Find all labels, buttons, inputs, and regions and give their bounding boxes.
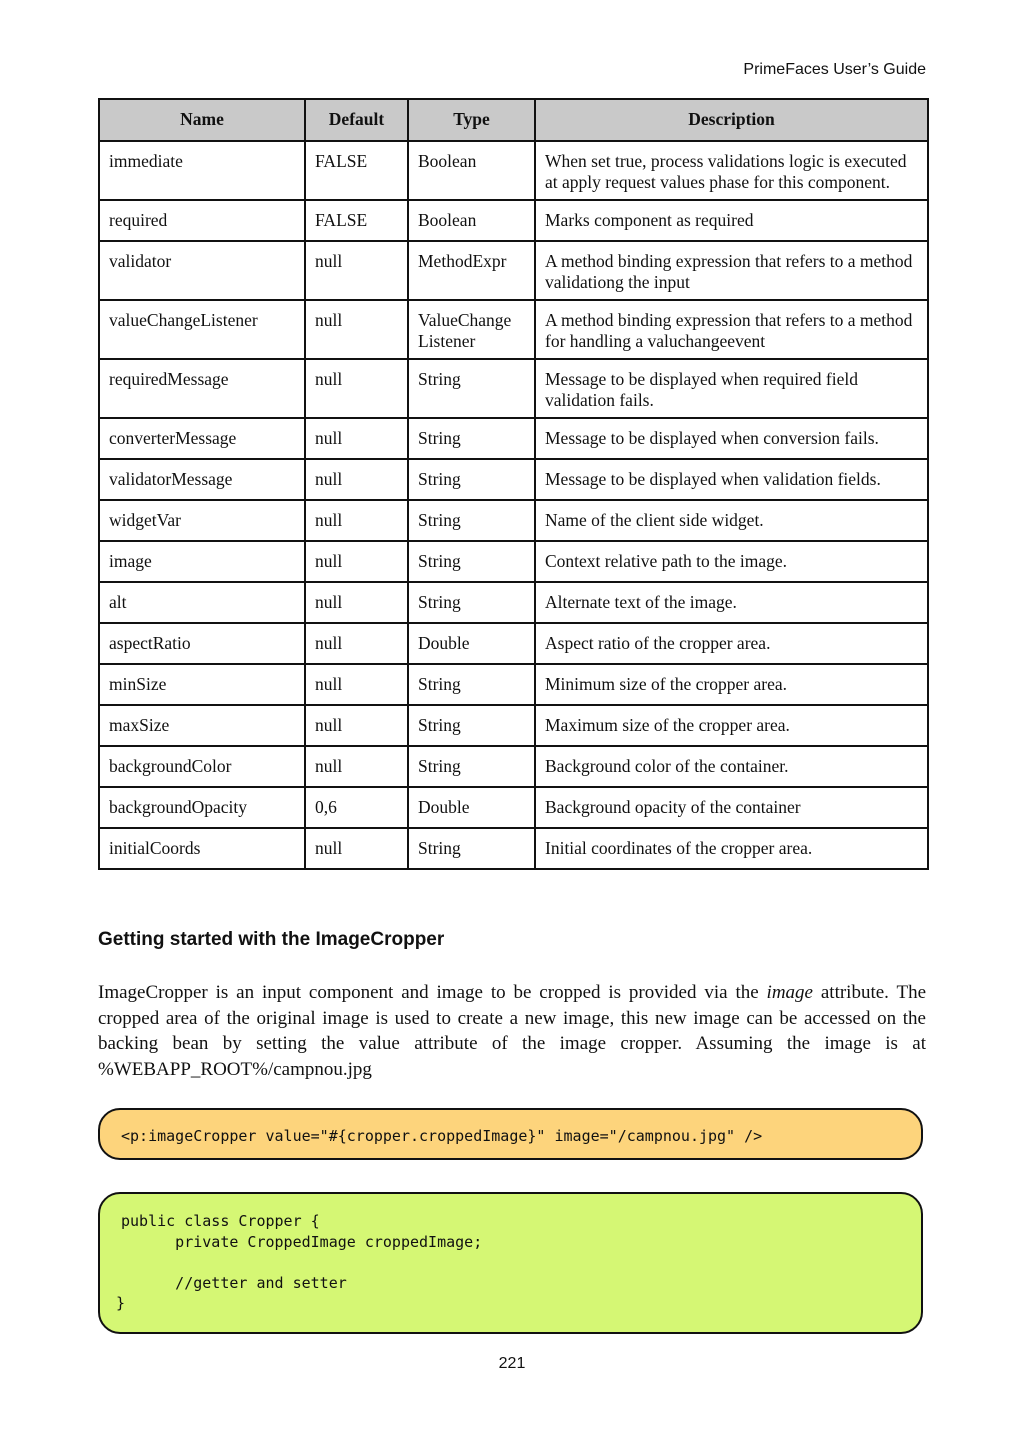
cell-description: Message to be displayed when conversion fails. xyxy=(535,418,928,459)
table-row xyxy=(99,500,928,541)
cell-name: requiredMessage xyxy=(99,359,305,418)
cell-description: A method binding expression that refers to a method validationg the input xyxy=(535,241,928,300)
cell-default: null xyxy=(305,359,408,418)
cell-type: String xyxy=(408,582,535,623)
cell-default: null xyxy=(305,582,408,623)
cell-description: Context relative path to the image. xyxy=(535,541,928,582)
cell-name: immediate xyxy=(99,141,305,200)
cell-default: null xyxy=(305,623,408,664)
code-line: <p:imageCropper value="#{cropper.croppedImage}" image="/campnou.jpg" /> xyxy=(121,1127,763,1145)
cell-type: Double xyxy=(408,787,535,828)
column-header-name: Name xyxy=(99,99,305,141)
cell-type: String xyxy=(408,418,535,459)
cell-description: Maximum size of the cropper area. xyxy=(535,705,928,746)
code-line: //getter and setter xyxy=(121,1273,347,1292)
cell-default: null xyxy=(305,241,408,300)
cell-description: Aspect ratio of the cropper area. xyxy=(535,623,928,664)
cell-default: null xyxy=(305,500,408,541)
cell-name: alt xyxy=(99,582,305,623)
xhtml-code-block xyxy=(98,1108,923,1160)
cell-name: backgroundOpacity xyxy=(99,787,305,828)
cell-type: Boolean xyxy=(408,200,535,241)
column-header-description: Description xyxy=(535,99,928,141)
paragraph-text-after: attribute. The cropped area of the original image is used to create a new image, this new image can be accessed on the backing bean by setting the value attribute of the image cropper. Assuming the image is at %WEBAPP_ROOT%/campnou.jpg xyxy=(98,982,926,1080)
table-row xyxy=(99,459,928,500)
column-header-default: Default xyxy=(305,99,408,141)
cell-description: Background opacity of the container xyxy=(535,787,928,828)
cell-type: MethodExpr xyxy=(408,241,535,300)
paragraph-text-before: ImageCropper is an input component and image to be cropped is provided via the xyxy=(98,982,767,1003)
body-paragraph xyxy=(98,980,926,1082)
cell-description: A method binding expression that refers to a method for handling a valuchangeevent xyxy=(535,300,928,359)
column-header-type: Type xyxy=(408,99,535,141)
cell-name: validator xyxy=(99,241,305,300)
cell-name: image xyxy=(99,541,305,582)
cell-name: valueChangeListener xyxy=(99,300,305,359)
cell-type: String xyxy=(408,541,535,582)
cell-type: String xyxy=(408,500,535,541)
cell-default: null xyxy=(305,459,408,500)
cell-type: String xyxy=(408,664,535,705)
code-line: private CroppedImage croppedImage; xyxy=(121,1232,483,1251)
table-row xyxy=(99,828,928,869)
cell-type: String xyxy=(408,746,535,787)
cell-name: initialCoords xyxy=(99,828,305,869)
cell-type: String xyxy=(408,828,535,869)
table-row xyxy=(99,418,928,459)
cell-default: null xyxy=(305,418,408,459)
cell-description: Initial coordinates of the cropper area. xyxy=(535,828,928,869)
running-header: PrimeFaces User’s Guide xyxy=(743,61,926,78)
table-row xyxy=(99,300,928,359)
table-row xyxy=(99,623,928,664)
cell-default: FALSE xyxy=(305,200,408,241)
cell-type: String xyxy=(408,705,535,746)
cell-type: String xyxy=(408,459,535,500)
cell-name: backgroundColor xyxy=(99,746,305,787)
table-row xyxy=(99,241,928,300)
cell-default: 0,6 xyxy=(305,787,408,828)
cell-type: Boolean xyxy=(408,141,535,200)
cell-description: Alternate text of the image. xyxy=(535,582,928,623)
cell-description: Marks component as required xyxy=(535,200,928,241)
cell-type: String xyxy=(408,359,535,418)
cell-default: null xyxy=(305,746,408,787)
cell-description: Name of the client side widget. xyxy=(535,500,928,541)
cell-name: minSize xyxy=(99,664,305,705)
table-header-row xyxy=(99,99,928,141)
cell-default: null xyxy=(305,828,408,869)
cell-default: null xyxy=(305,664,408,705)
table-row xyxy=(99,787,928,828)
table-row xyxy=(99,141,928,200)
cell-name: validatorMessage xyxy=(99,459,305,500)
code-line: } xyxy=(116,1294,126,1312)
page-number: 221 xyxy=(498,1355,526,1372)
cell-name: aspectRatio xyxy=(99,623,305,664)
table-row xyxy=(99,664,928,705)
cell-default: FALSE xyxy=(305,141,408,200)
table-row xyxy=(99,746,928,787)
cell-type: Double xyxy=(408,623,535,664)
cell-description: Message to be displayed when validation fields. xyxy=(535,459,928,500)
code-line: public class Cropper { xyxy=(121,1212,320,1230)
java-code-block xyxy=(98,1192,923,1334)
cell-name: maxSize xyxy=(99,705,305,746)
cell-type: ValueChange Listener xyxy=(408,300,535,359)
cell-name: required xyxy=(99,200,305,241)
cell-name: widgetVar xyxy=(99,500,305,541)
table-row xyxy=(99,359,928,418)
table-row xyxy=(99,200,928,241)
attributes-table xyxy=(98,98,929,870)
table-row xyxy=(99,582,928,623)
cell-description: When set true, process validations logic is executed at apply request values phase for this component. xyxy=(535,141,928,200)
table-row xyxy=(99,705,928,746)
paragraph-italic-term: image xyxy=(766,982,813,1003)
cell-description: Minimum size of the cropper area. xyxy=(535,664,928,705)
cell-name: converterMessage xyxy=(99,418,305,459)
cell-default: null xyxy=(305,300,408,359)
cell-description: Background color of the container. xyxy=(535,746,928,787)
section-heading: Getting started with the ImageCropper xyxy=(98,929,445,950)
cell-description: Message to be displayed when required field validation fails. xyxy=(535,359,928,418)
code-line xyxy=(121,1252,921,1273)
cell-default: null xyxy=(305,541,408,582)
cell-default: null xyxy=(305,705,408,746)
table-row xyxy=(99,541,928,582)
